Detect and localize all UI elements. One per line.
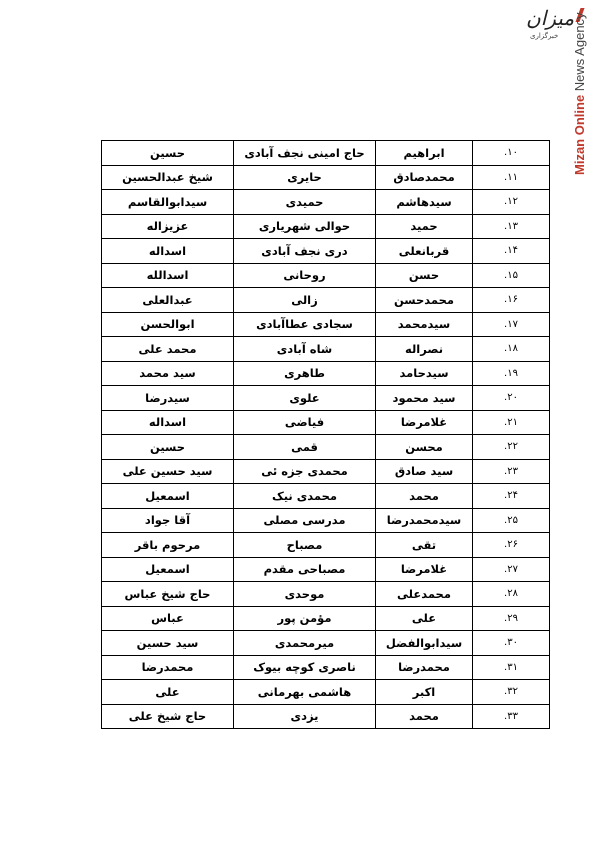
last-name-cell: محمدی نیک	[234, 484, 376, 509]
father-name-cell: عبدالعلی	[102, 288, 234, 313]
row-number: ۱۱.	[473, 165, 550, 190]
logo-text: میزان	[526, 6, 575, 30]
row-number: ۲۸.	[473, 582, 550, 607]
first-name-cell: غلامرضا	[376, 557, 473, 582]
last-name-cell: محمدی جزه ئی	[234, 459, 376, 484]
table-row	[102, 386, 550, 411]
table-row	[102, 361, 550, 386]
row-number: ۲۹.	[473, 606, 550, 631]
last-name-cell: فیاضی	[234, 410, 376, 435]
last-name-cell: حوالی شهریاری	[234, 214, 376, 239]
father-name-cell: آقا جواد	[102, 508, 234, 533]
first-name-cell: حمید	[376, 214, 473, 239]
father-name-cell: محمد علی	[102, 337, 234, 362]
last-name-cell: مؤمن پور	[234, 606, 376, 631]
first-name-cell: سیدهاشم	[376, 190, 473, 215]
father-name-cell: مرحوم باقر	[102, 533, 234, 558]
row-number: ۲۶.	[473, 533, 550, 558]
brand-suffix: News Agency	[572, 12, 587, 95]
table-row	[102, 141, 550, 166]
father-name-cell: اسمعیل	[102, 557, 234, 582]
table-row	[102, 680, 550, 705]
last-name-cell: میرمحمدی	[234, 631, 376, 656]
last-name-cell: دری نجف آبادی	[234, 239, 376, 264]
table-row	[102, 484, 550, 509]
table-row	[102, 508, 550, 533]
father-name-cell: اسمعیل	[102, 484, 234, 509]
last-name-cell: قمی	[234, 435, 376, 460]
first-name-cell: سیدمحمد	[376, 312, 473, 337]
table-row	[102, 263, 550, 288]
first-name-cell: سیدحامد	[376, 361, 473, 386]
first-name-cell: حسن	[376, 263, 473, 288]
row-number: ۱۶.	[473, 288, 550, 313]
father-name-cell: حسین	[102, 141, 234, 166]
row-number: ۱۲.	[473, 190, 550, 215]
father-name-cell: اسداله	[102, 239, 234, 264]
first-name-cell: محمد	[376, 484, 473, 509]
logo-subtext: خبرگزاری	[530, 32, 559, 40]
last-name-cell: حاج امینی نجف آبادی	[234, 141, 376, 166]
row-number: ۳۲.	[473, 680, 550, 705]
first-name-cell: محمدعلی	[376, 582, 473, 607]
table-row	[102, 288, 550, 313]
last-name-cell: حایری	[234, 165, 376, 190]
first-name-cell: محمدحسن	[376, 288, 473, 313]
last-name-cell: ناصری کوچه بیوک	[234, 655, 376, 680]
last-name-cell: یزدی	[234, 704, 376, 729]
row-number: ۱۰.	[473, 141, 550, 166]
table-row	[102, 337, 550, 362]
first-name-cell: محسن	[376, 435, 473, 460]
table-row	[102, 165, 550, 190]
father-name-cell: شیخ عبدالحسین	[102, 165, 234, 190]
names-table	[101, 140, 550, 729]
table-row	[102, 606, 550, 631]
father-name-cell: سید محمد	[102, 361, 234, 386]
first-name-cell: نصراله	[376, 337, 473, 362]
row-number: ۲۴.	[473, 484, 550, 509]
table-row	[102, 655, 550, 680]
table-row	[102, 459, 550, 484]
row-number: ۳۱.	[473, 655, 550, 680]
table-row	[102, 410, 550, 435]
first-name-cell: محمدرضا	[376, 655, 473, 680]
first-name-cell: غلامرضا	[376, 410, 473, 435]
first-name-cell: تقی	[376, 533, 473, 558]
first-name-cell: اکبر	[376, 680, 473, 705]
father-name-cell: اسدالله	[102, 263, 234, 288]
first-name-cell: ابراهیم	[376, 141, 473, 166]
father-name-cell: حاج شیخ عباس	[102, 582, 234, 607]
row-number: ۲۳.	[473, 459, 550, 484]
brand-name: Mizan Online	[572, 94, 587, 175]
row-number: ۱۵.	[473, 263, 550, 288]
father-name-cell: حاج شیخ علی	[102, 704, 234, 729]
father-name-cell: عزیزاله	[102, 214, 234, 239]
table-row	[102, 435, 550, 460]
first-name-cell: سید صادق	[376, 459, 473, 484]
table-row	[102, 582, 550, 607]
father-name-cell: سیدابوالقاسم	[102, 190, 234, 215]
row-number: ۱۸.	[473, 337, 550, 362]
father-name-cell: اسداله	[102, 410, 234, 435]
father-name-cell: محمدرضا	[102, 655, 234, 680]
table-row	[102, 704, 550, 729]
table-row	[102, 190, 550, 215]
last-name-cell: شاه آبادی	[234, 337, 376, 362]
table-row	[102, 239, 550, 264]
row-number: ۱۹.	[473, 361, 550, 386]
last-name-cell: روحانی	[234, 263, 376, 288]
row-number: ۲۱.	[473, 410, 550, 435]
father-name-cell: سیدرضا	[102, 386, 234, 411]
row-number: ۲۷.	[473, 557, 550, 582]
last-name-cell: زالی	[234, 288, 376, 313]
row-number: ۱۴.	[473, 239, 550, 264]
first-name-cell: قربانعلی	[376, 239, 473, 264]
table-row	[102, 533, 550, 558]
table-row	[102, 312, 550, 337]
first-name-cell: محمد	[376, 704, 473, 729]
row-number: ۳۳.	[473, 704, 550, 729]
first-name-cell: محمدصادق	[376, 165, 473, 190]
first-name-cell: علی	[376, 606, 473, 631]
first-name-cell: سیدابوالفضل	[376, 631, 473, 656]
agency-logo	[520, 6, 600, 56]
last-name-cell: مصباح	[234, 533, 376, 558]
table-row	[102, 557, 550, 582]
first-name-cell: سیدمحمدرضا	[376, 508, 473, 533]
last-name-cell: موحدی	[234, 582, 376, 607]
last-name-cell: حمیدی	[234, 190, 376, 215]
last-name-cell: مصباحی مقدم	[234, 557, 376, 582]
row-number: ۳۰.	[473, 631, 550, 656]
last-name-cell: علوی	[234, 386, 376, 411]
row-number: ۱۷.	[473, 312, 550, 337]
last-name-cell: طاهری	[234, 361, 376, 386]
row-number: ۲۲.	[473, 435, 550, 460]
table-row	[102, 214, 550, 239]
father-name-cell: عباس	[102, 606, 234, 631]
row-number: ۱۳.	[473, 214, 550, 239]
father-name-cell: حسین	[102, 435, 234, 460]
father-name-cell: ابوالحسن	[102, 312, 234, 337]
last-name-cell: هاشمی بهرمانی	[234, 680, 376, 705]
last-name-cell: مدرسی مصلی	[234, 508, 376, 533]
first-name-cell: سید محمود	[376, 386, 473, 411]
row-number: ۲۵.	[473, 508, 550, 533]
last-name-cell: سجادی عطاآبادی	[234, 312, 376, 337]
table-row	[102, 631, 550, 656]
father-name-cell: علی	[102, 680, 234, 705]
row-number: ۲۰.	[473, 386, 550, 411]
father-name-cell: سید حسین	[102, 631, 234, 656]
father-name-cell: سید حسین علی	[102, 459, 234, 484]
